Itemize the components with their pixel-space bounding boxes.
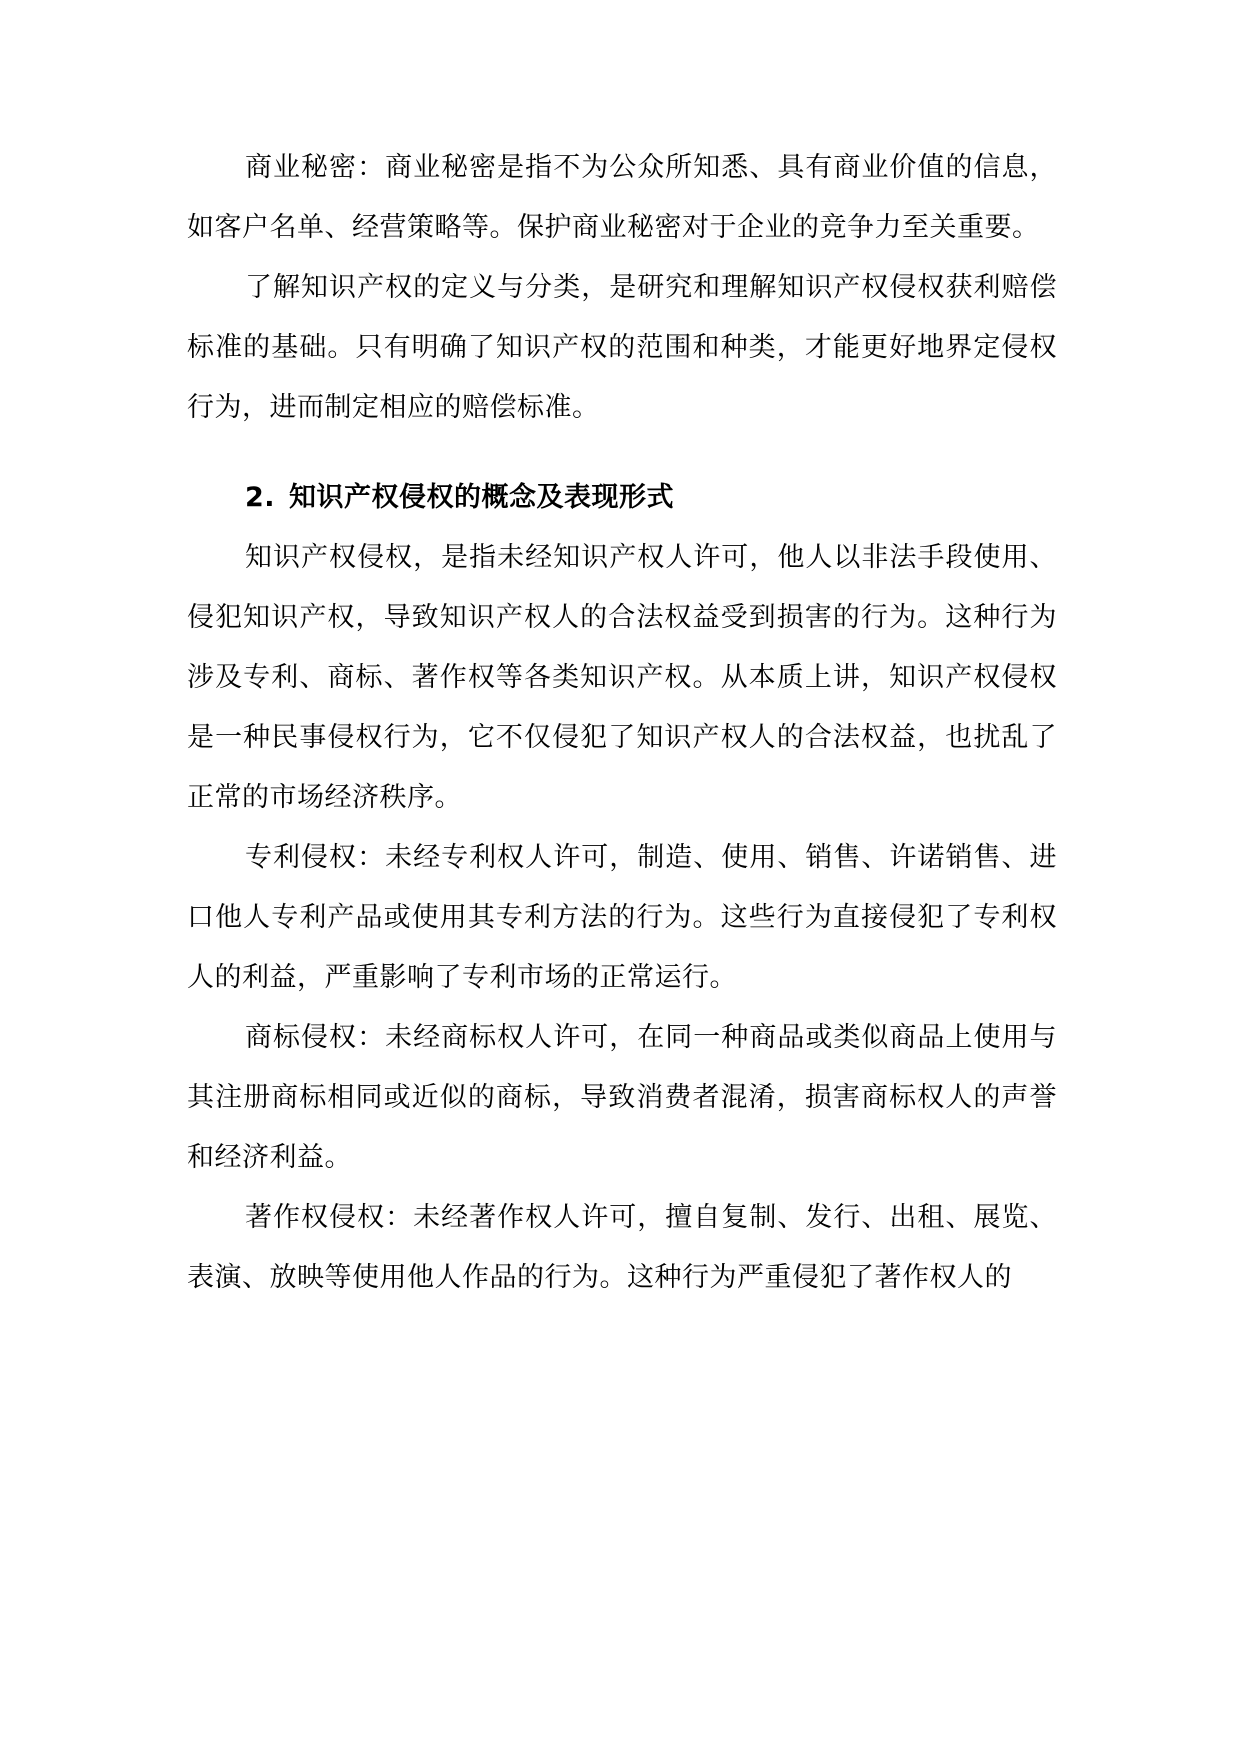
paragraph-definition-summary: 了解知识产权的定义与分类，是研究和理解知识产权侵权获利赔偿标准的基础。只有明确了知识产权的范围和种类，才能更好地界定侵权行为，进而制定相应的赔偿标准。: [187, 272, 1057, 423]
paragraph-patent-infringement: 专利侵权：未经专利权人许可，制造、使用、销售、许诺销售、进口他人专利产品或使用其专利方法的行为。这些行为直接侵犯了专利权人的利益，严重影响了专利市场的正常运行。: [187, 842, 1057, 993]
section-title: 知识产权侵权的概念及表现形式: [289, 482, 675, 513]
document-body: [187, 138, 1057, 1308]
section-number: 2.: [245, 482, 276, 513]
section-heading: [187, 468, 1057, 528]
paragraph-infringement-concept: 知识产权侵权，是指未经知识产权人许可，他人以非法手段使用、侵犯知识产权，导致知识产权人的合法权益受到损害的行为。这种行为涉及专利、商标、著作权等各类知识产权。从本质上讲，知识产权侵权是一种民事侵权行为，它不仅侵犯了知识产权人的合法权益，也扰乱了正常的市场经济秩序。: [187, 542, 1057, 813]
paragraph-copyright-infringement: 著作权侵权：未经著作权人许可，擅自复制、发行、出租、展览、表演、放映等使用他人作品的行为。这种行为严重侵犯了著作权人的: [187, 1202, 1057, 1293]
paragraph-trade-secret: 商业秘密：商业秘密是指不为公众所知悉、具有商业价值的信息，如客户名单、经营策略等。保护商业秘密对于企业的竞争力至关重要。: [187, 152, 1057, 243]
paragraph-trademark-infringement: 商标侵权：未经商标权人许可，在同一种商品或类似商品上使用与其注册商标相同或近似的商标，导致消费者混淆，损害商标权人的声誉和经济利益。: [187, 1022, 1057, 1173]
